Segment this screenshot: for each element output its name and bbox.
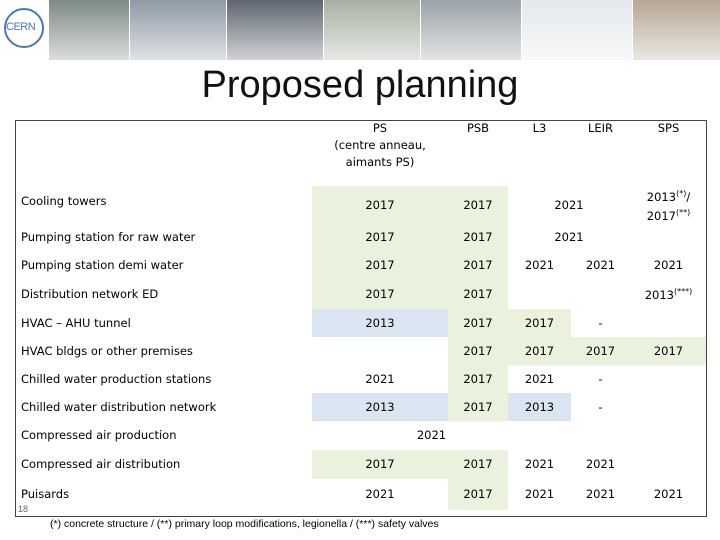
- cell-leir: 2017: [571, 337, 630, 365]
- pumping-station-photo: [49, 0, 130, 60]
- table-row: [15, 186, 707, 224]
- cell-leir: 2021: [585, 487, 616, 502]
- cell-psb: 2017: [448, 309, 508, 337]
- row-label: Cooling towers: [21, 194, 107, 208]
- separator: /: [686, 189, 691, 204]
- cell-psb: 2017: [448, 337, 508, 365]
- cell-l3-leir: 2021: [554, 230, 584, 245]
- simulation-diagram: [522, 0, 633, 60]
- cell-psb: 2017: [448, 280, 508, 309]
- cell-leir: [571, 280, 630, 309]
- header-row: [15, 120, 707, 186]
- cell-ps: 2017: [312, 251, 448, 280]
- table-row: [15, 337, 707, 365]
- cell-psb: 2017: [448, 365, 508, 393]
- table-row: [15, 450, 707, 479]
- cell-ps: 2017: [312, 280, 448, 309]
- cell-l3-leir: 2021: [554, 197, 584, 212]
- hall-photo: [633, 0, 720, 60]
- cell-sps: 2021: [653, 487, 684, 502]
- row-label: Puisards: [21, 487, 70, 502]
- cell-psb: 2017: [448, 224, 508, 251]
- cell-ps: 2013: [312, 309, 448, 337]
- planning-table: [15, 120, 707, 510]
- cell-sps: 2017: [630, 337, 707, 365]
- cell-l3: [508, 280, 571, 309]
- row-label: Pumping station demi water: [21, 258, 184, 273]
- tunnel-photo: [227, 0, 324, 60]
- row-label: Distribution network ED: [21, 287, 159, 302]
- cell-l3: 2017: [508, 309, 571, 337]
- cell-ps: 2017: [312, 450, 448, 479]
- cell-ps: [312, 337, 448, 365]
- cell-sps: [630, 450, 707, 479]
- sps-value-b: 2017: [646, 208, 677, 223]
- page-number: 18: [18, 504, 29, 514]
- cell-l3: 2017: [508, 337, 571, 365]
- cell-sps: [630, 393, 707, 421]
- cell-psb: 2017: [448, 251, 508, 280]
- row-label: Compressed air distribution: [21, 457, 181, 472]
- cell-l3: 2021: [524, 487, 555, 502]
- row-label: Chilled water distribution network: [21, 399, 217, 414]
- table-row: [15, 224, 707, 251]
- cell-psb: 2017: [448, 479, 508, 510]
- cell-sps: [630, 186, 707, 224]
- cell-ps: 2017: [312, 224, 448, 251]
- table-row: [15, 479, 707, 510]
- cern-logo-text: CERN: [6, 21, 36, 33]
- photo-banner: [0, 0, 720, 60]
- cell-psb: 2017: [448, 186, 508, 224]
- cell-sps: [630, 309, 707, 337]
- cell-leir: -: [598, 371, 603, 386]
- ahu-rooftop-photo: [130, 0, 227, 60]
- cell-l3: 2021: [524, 371, 555, 386]
- row-label: Pumping station for raw water: [21, 230, 196, 245]
- header-sps: SPS: [657, 121, 680, 135]
- compressor-photo: [421, 0, 522, 60]
- slide-title: Proposed planning: [201, 64, 519, 106]
- cell-ps: 2021: [365, 487, 395, 502]
- sps-value-a: 2013: [646, 189, 677, 204]
- row-label: Compressed air production: [21, 428, 177, 443]
- cell-sps: [630, 365, 707, 393]
- table-row: [15, 251, 707, 280]
- cell-psb: 2017: [448, 393, 508, 421]
- cell-ps: 2021: [365, 371, 395, 386]
- cell-psb: 2017: [448, 450, 508, 479]
- table-row: [15, 280, 707, 309]
- cell-sps: 2021: [653, 258, 684, 273]
- cell-ps: 2013: [312, 393, 448, 421]
- table-row: [15, 393, 707, 421]
- note-mark: (***): [674, 286, 693, 296]
- header-psb: PSB: [466, 121, 490, 135]
- footnote: (*) concrete structure / (**) primary loop modifications, legionella / (***) safety valves: [50, 518, 439, 530]
- cell-leir: 2021: [585, 258, 616, 273]
- cell-sps: [630, 224, 707, 251]
- header-empty: [15, 120, 312, 186]
- cell-l3: 2021: [524, 457, 555, 472]
- cell-leir: 2021: [585, 457, 616, 472]
- cell-sps: [630, 280, 707, 309]
- cell-all-machines: 2021: [416, 428, 447, 443]
- pipes-room-photo: [324, 0, 421, 60]
- row-label: HVAC – AHU tunnel: [21, 315, 131, 330]
- cell-l3: 2013: [508, 393, 571, 421]
- note-mark: (*): [676, 189, 687, 198]
- cell-ps: 2017: [312, 186, 448, 224]
- row-label: Chilled water production stations: [21, 371, 212, 386]
- note-mark: (**): [676, 207, 691, 217]
- header-ps: PS (centre anneau, aimants PS): [334, 121, 426, 169]
- table-row: [15, 421, 707, 450]
- header-l3: L3: [532, 121, 547, 135]
- cell-l3: 2021: [524, 258, 555, 273]
- sps-value: 2013: [644, 287, 675, 302]
- cell-leir: -: [598, 399, 603, 414]
- cern-logo: [0, 0, 48, 60]
- table-row: [15, 309, 707, 337]
- row-label: HVAC bldgs or other premises: [21, 343, 193, 358]
- cell-leir: -: [598, 315, 603, 330]
- table-row: [15, 365, 707, 393]
- header-leir: LEIR: [587, 121, 614, 135]
